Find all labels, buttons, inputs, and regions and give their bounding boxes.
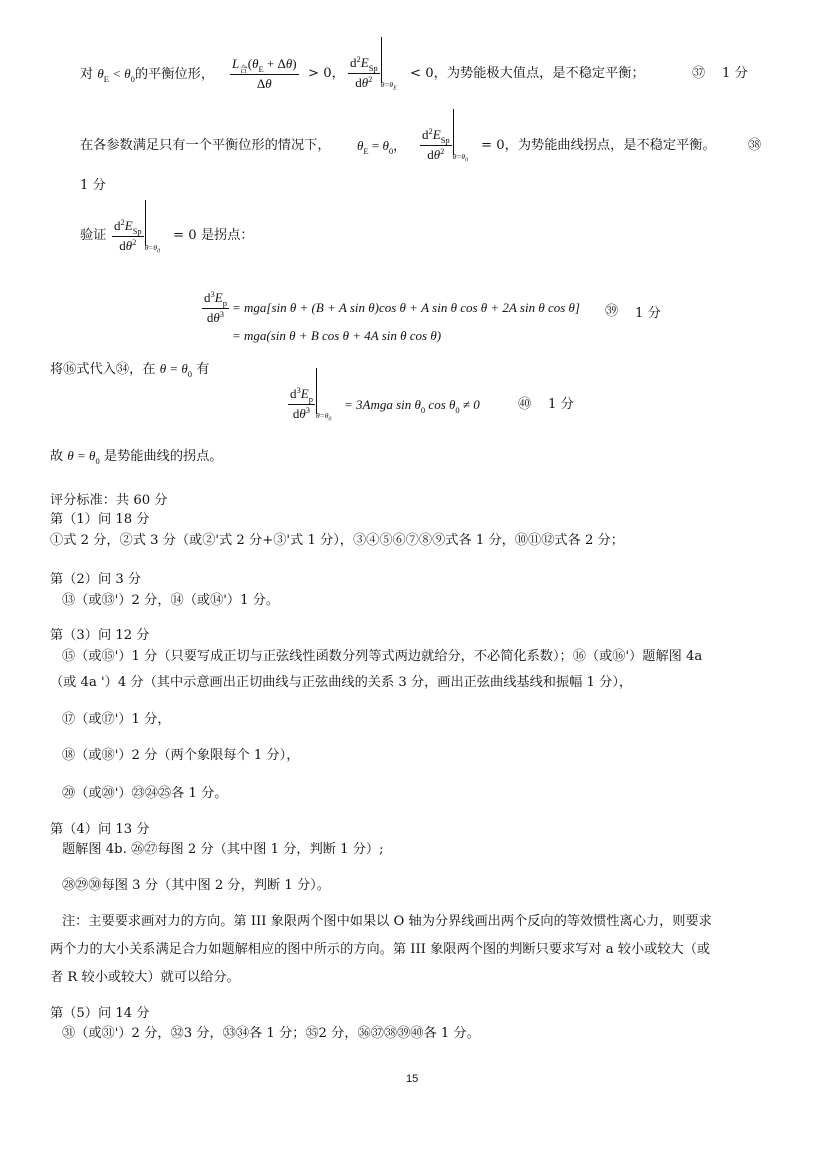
score-39: 1 分 [635,306,661,321]
note-line-3: 者 R 较小或较大）就可以给分。 [50,970,240,985]
gt-zero: > 0， [308,66,345,81]
line3-after: = 0 是拐点： [173,228,254,243]
q3-detail-4: ⑱（或⑱'）2 分（两个象限每个 1 分）， [62,748,300,763]
mark-38: ㊳ [748,138,762,153]
q3-detail-5: ⑳（或⑳'）㉓㉔㉕各 1 分。 [62,786,228,801]
q4-detail-2: ㉘㉙㉚每图 3 分（其中图 2 分，判断 1 分）。 [62,878,330,893]
line1-after: < 0，为势能极大值点，是不稳定平衡； [410,66,645,81]
mark-40: ㊵ [518,397,532,412]
substitute-text: 将⑯式代入㉞，在 $\theta = \theta_0$ 有 [50,361,210,379]
q1-detail: ①式 2 分，②式 3 分（或②'式 2 分+③'式 1 分），③④⑤⑥⑦⑧⑨式各 1 分，⑩⑪⑫式各 2 分； [50,533,624,548]
eq39-rhs: = mga[sin θ + (B + A sin θ)cos θ + A sin θ cos θ + 2A sin θ cos θ] [232,300,580,315]
q3-detail-2: （或 4a '）4 分（其中示意画出正切曲线与正弦曲线的关系 3 分，画出正弦曲线基线和振幅 1 分）， [50,675,633,690]
q3-detail-1: ⑮（或⑮'）1 分（只要写成正切与正弦线性函数分列等式两边就给分，不必简化系数）；⑯（或⑯'）题解图 4a [62,649,703,664]
q4-heading: 第（4）问 13 分 [50,822,150,837]
page-number: 15 [406,1073,419,1085]
q2-detail: ⑬（或⑬'）2 分，⑭（或⑭'）1 分。 [62,593,280,608]
score-38: 1 分 [80,178,106,193]
line2-text: 在各参数满足只有一个平衡位形的情况下， [80,138,331,153]
fraction-L: $\frac{L_合(\theta_E + \Delta\theta)}{\Delta\theta}$ [232,56,297,91]
condition-text: 的平衡位形， [134,67,215,82]
third-derivative: $\frac{d^3E_p}{d\theta^3}$ [204,289,227,325]
mark-37: ㊲ [692,66,706,81]
q4-detail-1: 题解图 4b. ㉖㉗每图 2 分（其中图 1 分，判断 1 分）; [62,842,384,857]
grading-title: 评分标准：共 60 分 [50,493,168,508]
q1-heading: 第（1）问 18 分 [50,512,150,527]
third-derivative-eval: $d^3E_p$ $d\theta^3$ $\theta=\theta_0$ [286,386,317,423]
q2-heading: 第（2）问 3 分 [50,572,142,587]
conclusion-text: 故 $\theta = \theta_0$ 是势能曲线的拐点。 [50,448,223,466]
q5-detail: ㉛（或㉛'）2 分，㉜3 分，㉝㉞各 1 分；㉟2 分，㊱㊲㊳㊴㊵各 1 分。 [62,1026,480,1041]
second-derivative-2: $d^2E_{Sp}$ $d\theta^2$ $\theta=\theta_0$ [418,127,454,164]
q3-heading: 第（3）问 12 分 [50,628,150,643]
line2-after: = 0，为势能曲线拐点，是不稳定平衡。 [481,138,716,153]
q3-detail-3: ⑰（或⑰'）1 分， [62,712,171,727]
verify-text: 验证 [80,228,107,243]
q5-heading: 第（5）问 14 分 [50,1006,150,1021]
score-37: 1 分 [722,66,748,81]
note-line-1: 注：主要要求画对力的方向。第 III 象限两个图中如果以 O 轴为分界线画出两个反向的等效惯性离心力，则要求 [62,914,712,929]
eq39-line2: = mga(sin θ + B cos θ + 4A sin θ cos θ) [232,328,442,343]
second-derivative-3: $d^2E_{Sp}$ $d\theta^2$ $\theta=\theta_0$ [110,218,146,255]
eq40-rhs: = 3Amga $\sin \theta_0$ $\cos \theta_0 \ne 0$ [344,397,480,415]
theta-e-eq: $\theta_E = \theta_0$， [357,138,407,156]
line-theta-less: 对 $\theta_E < \theta_0$的平衡位形， [80,66,215,84]
score-40: 1 分 [548,397,574,412]
mark-39: ㊴ [605,304,619,319]
second-derivative-1: $d^2E_{Sp}$ $d\theta^2$ $\theta=\theta_E$ [346,55,382,92]
note-line-2: 两个力的大小关系满足合力如题解相应的图中所示的方向。第 III 象限两个图的判断只要求写对 a 较小或较大（或 [50,942,711,957]
